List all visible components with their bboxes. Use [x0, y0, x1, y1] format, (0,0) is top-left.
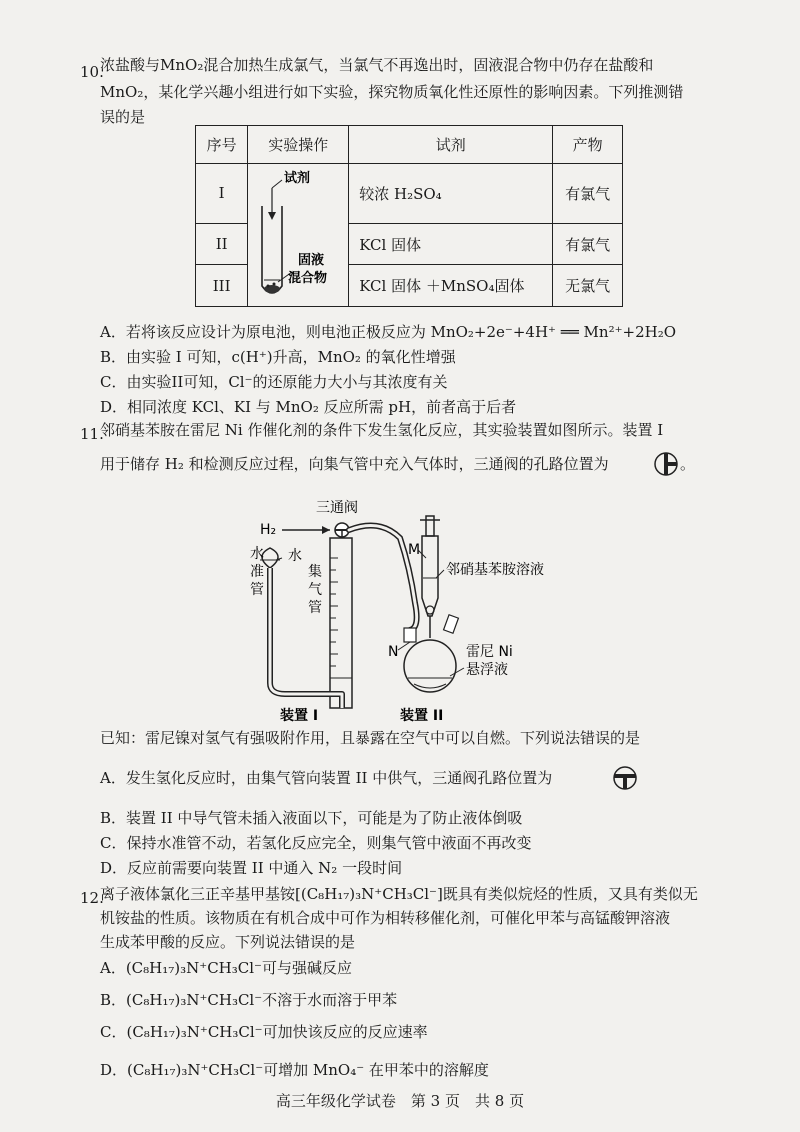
- page-footer: 高三年级化学试卷 第 3 页 共 8 页: [275, 1092, 525, 1110]
- q12-option-d: D．(C₈H₁₇)₃N⁺CH₃Cl⁻可增加 MnO₄⁻ 在甲苯中的溶解度: [100, 1061, 489, 1079]
- row-product: 无氯气: [553, 265, 623, 307]
- row-id: II: [196, 223, 248, 265]
- experiment-table: [195, 125, 623, 307]
- table-header: 产物: [553, 126, 623, 164]
- row-id: III: [196, 265, 248, 307]
- valve-label: 三通阀: [316, 500, 358, 516]
- row-id: I: [196, 164, 248, 224]
- q10-option-d: D．相同浓度 KCl、KI 与 MnO₂ 反应所需 pH，前者高于后者: [100, 398, 517, 416]
- table-header: 实验操作: [248, 126, 349, 164]
- tube-label-mix1: 固液: [298, 253, 325, 268]
- q10-stem-line1: 浓盐酸与MnO₂混合加热生成氯气，当氯气不再逸出时，固液混合物中仍存在盐酸和: [100, 56, 654, 74]
- q11-known: 已知：雷尼镍对氢气有强吸附作用，且暴露在空气中可以自燃。下列说法错误的是: [100, 729, 641, 747]
- q10-option-a: A．若将该反应设计为原电池，则电池正极反应为 MnO₂+2e⁻+4H⁺ ══ Mn²⁺+2H₂O: [100, 323, 677, 341]
- ni-label-2: 悬浮液: [466, 662, 508, 678]
- device-i-label: 装置 I: [280, 708, 319, 724]
- q10-stem-line3: 误的是: [100, 108, 146, 126]
- q11-option-c: C．保持水准管不动，若氢化反应完全，则集气管中液面不再改变: [100, 834, 532, 852]
- table-header: 序号: [196, 126, 248, 164]
- q10-option-c: C．由实验II可知，Cl⁻的还原能力大小与其浓度有关: [100, 373, 448, 391]
- q11-option-b: B．装置 II 中导气管未插入液面以下，可能是为了防止液体倒吸: [100, 809, 523, 827]
- valve-fill-position-icon: [653, 451, 679, 477]
- table-row: [196, 164, 623, 224]
- device-ii-label: 装置 II: [400, 708, 444, 724]
- water-tube-label-2: 准: [250, 564, 264, 580]
- q12-number: 12.: [80, 889, 104, 907]
- solution-label: 邻硝基苯胺溶液: [446, 562, 544, 578]
- valve-supply-position-icon: [612, 765, 638, 791]
- q12-stem-line2: 机铵盐的性质。该物质在有机合成中可作为相转移催化剂，可催化甲苯与高锰酸钾溶液: [100, 909, 671, 927]
- q12-stem-line1: 离子液体氯化三正辛基甲基铵[(C₈H₁₇)₃N⁺CH₃Cl⁻]既具有类似烷烃的性质，又具有类似无: [100, 885, 698, 903]
- q10-option-b: B．由实验 I 可知，c(H⁺)升高，MnO₂ 的氧化性增强: [100, 348, 456, 366]
- q11-stem-line2: 用于储存 H₂ 和检测反应过程，向集气管中充入气体时，三通阀的孔路位置为: [100, 455, 609, 473]
- q11-stem-line2-end: 。: [680, 455, 696, 473]
- tube-label-mix2: 混合物: [288, 271, 328, 286]
- row-reagent: 较浓 H₂SO₄: [349, 164, 553, 224]
- row-reagent: KCl 固体: [349, 223, 553, 265]
- tube-diagram-cell: [248, 164, 349, 307]
- n-label: N: [388, 644, 399, 660]
- row-product: 有氯气: [553, 164, 623, 224]
- row-product: 有氯气: [553, 223, 623, 265]
- table-header: 试剂: [349, 126, 553, 164]
- q11-stem-line1: 邻硝基苯胺在雷尼 Ni 作催化剂的条件下发生氢化反应，其实验装置如图所示。装置 I: [100, 421, 664, 439]
- q12-option-a: A．(C₈H₁₇)₃N⁺CH₃Cl⁻可与强碱反应: [100, 959, 352, 977]
- water-tube-label-3: 管: [250, 582, 264, 598]
- row-reagent: KCl 固体 ＋MnSO₄固体: [349, 265, 553, 307]
- gas-tube-label-3: 管: [308, 600, 322, 616]
- gas-tube-label-2: 气: [308, 582, 322, 598]
- m-label: M: [408, 542, 421, 558]
- q10-number: 10.: [80, 63, 104, 81]
- q12-stem-line3: 生成苯甲酸的反应。下列说法错误的是: [100, 933, 356, 951]
- water-label: 水: [288, 548, 302, 564]
- ni-label-1: 雷尼 Ni: [466, 644, 513, 660]
- q11-option-d: D．反应前需要向装置 II 中通入 N₂ 一段时间: [100, 859, 403, 877]
- gas-tube-label-1: 集: [308, 564, 322, 580]
- test-tube-diagram: [248, 164, 348, 302]
- q12-option-b: B．(C₈H₁₇)₃N⁺CH₃Cl⁻不溶于水而溶于甲苯: [100, 991, 398, 1009]
- q10-stem-line2: MnO₂，某化学兴趣小组进行如下实验，探究物质氧化性还原性的影响因素。下列推测错: [100, 83, 684, 101]
- q11-option-a: A．发生氢化反应时，由集气管向装置 II 中供气，三通阀孔路位置为: [100, 769, 553, 787]
- q12-option-c: C．(C₈H₁₇)₃N⁺CH₃Cl⁻可加快该反应的反应速率: [100, 1023, 428, 1041]
- tube-label-reagent: 试剂: [284, 171, 311, 186]
- water-tube-label-1: 水: [250, 546, 264, 562]
- q11-number: 11.: [80, 425, 104, 443]
- h2-label: H₂: [260, 522, 277, 538]
- apparatus-figure: [250, 498, 580, 726]
